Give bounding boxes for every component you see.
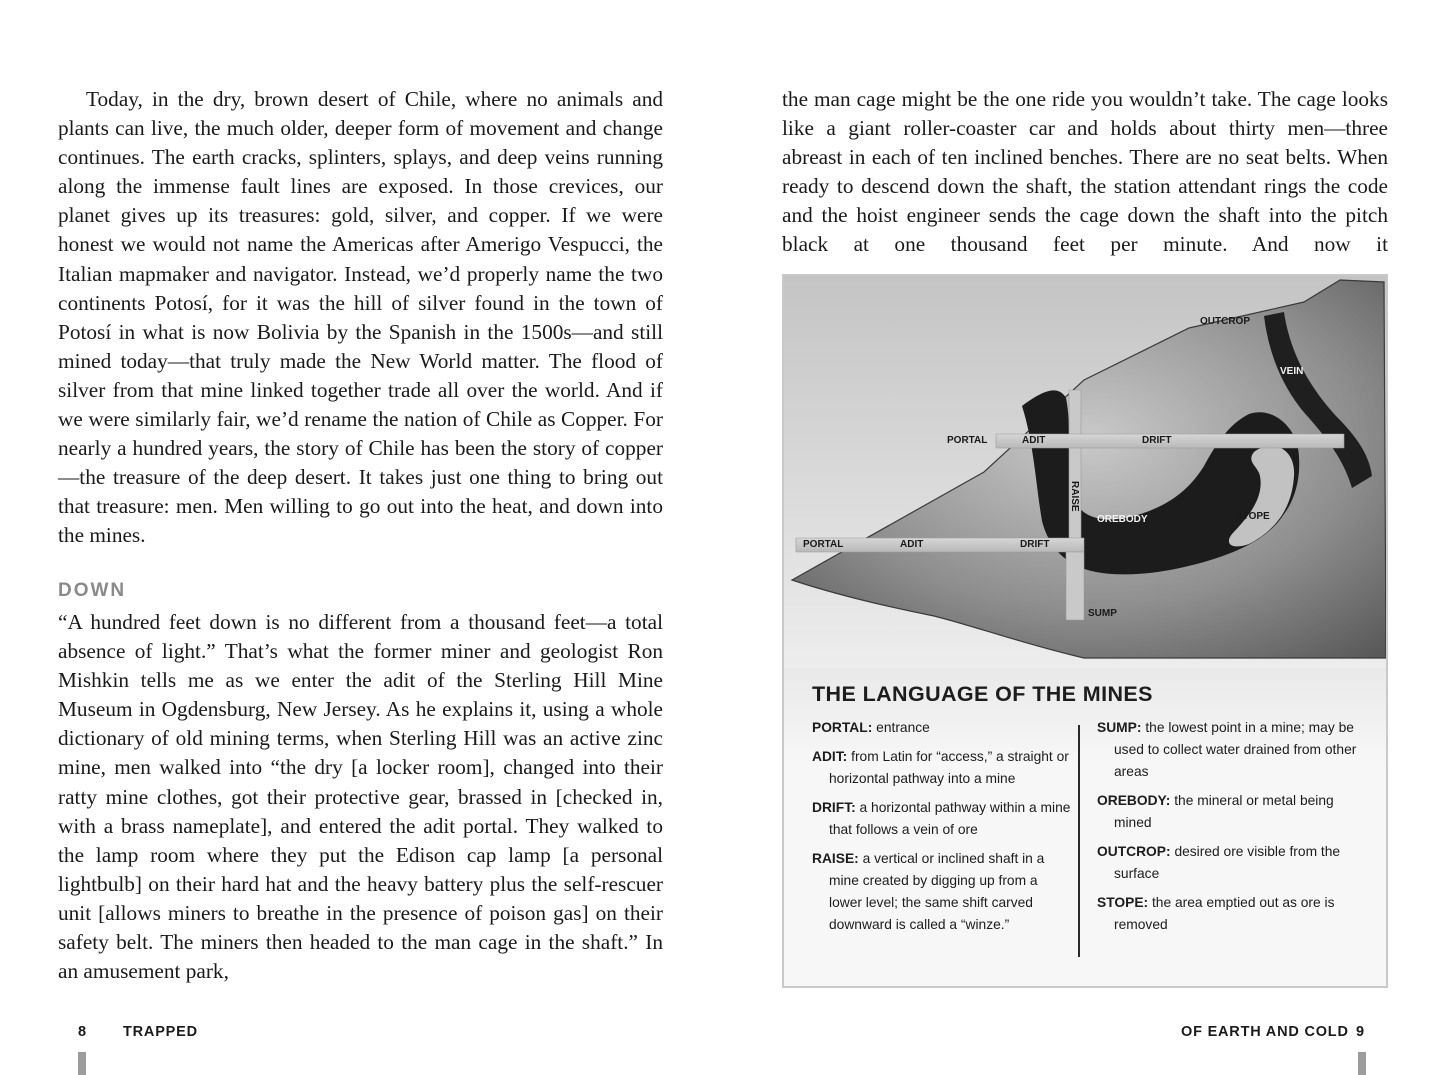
diagram-label-outcrop: OUTCROP <box>1200 316 1250 327</box>
section-heading: DOWN <box>58 580 127 601</box>
sump-shaft <box>1066 552 1084 620</box>
glossary-entry-outcrop <box>1097 841 1367 885</box>
glossary-definition: entrance <box>876 720 930 735</box>
glossary-term: ADIT: <box>812 749 848 764</box>
running-head: OF EARTH AND COLD <box>1181 1024 1349 1040</box>
body-text-block <box>58 85 663 551</box>
body-text-block <box>782 85 1388 260</box>
right-page <box>722 0 1445 1075</box>
glossary-entry-portal <box>812 717 1074 739</box>
diagram-label-stope: STOPE <box>1236 511 1270 522</box>
glossary-term: RAISE: <box>812 851 859 866</box>
glossary-definition: from Latin for “access,” a straight or horizontal pathway into a mine <box>829 749 1069 786</box>
diagram-label-portal-lower: PORTAL <box>803 539 844 550</box>
diagram-label-raise: RAISE <box>1069 481 1080 512</box>
glossary-definition: the mineral or metal being mined <box>1114 793 1334 830</box>
mine-cross-section-diagram <box>784 276 1386 668</box>
body-text-block <box>58 608 663 986</box>
diagram-label-drift-upper: DRIFT <box>1142 435 1172 446</box>
glossary-term: OREBODY: <box>1097 793 1171 808</box>
page-number: 9 <box>1356 1024 1365 1040</box>
glossary-definition: a horizontal pathway within a mine that follows a vein of ore <box>829 800 1071 837</box>
left-page <box>0 0 722 1075</box>
glossary-entry-adit <box>812 746 1074 790</box>
diagram-label-drift-lower: DRIFT <box>1020 539 1050 550</box>
mine-figure <box>782 274 1388 988</box>
paragraph: Today, in the dry, brown desert of Chile, where no animals and plants can live, the much older, deeper form of movement and change continues. The earth cracks, splinters, splays, and deep veins running along the immense fault lines are exposed. In those crevices, our planet gives up its treasures: gold, silver, and copper. If we were honest we would not name the Americas after Amerigo Vespucci, the Italian mapmaker and navigator. Instead, we’d properly name the two continents Potosí, for it was the hill of silver found in the town of Potosí in what is now Bolivia by the Spanish in the 1500s—and still mined today—that truly made the New World matter. The flood of silver from that mine linked together trade all over the world. And if we were similarly fair, we’d rename the nation of Chile as Copper. For nearly a hundred years, the story of Chile has been the story of copper—the treasure of the deep desert. It takes just one thing to bring out that treasure: men. Men willing to go out into the heat, and down into the mines. <box>58 87 663 548</box>
glossary-column-left <box>812 717 1074 943</box>
page-number: 8 <box>78 1024 87 1040</box>
glossary-term: OUTCROP: <box>1097 844 1171 859</box>
glossary-title: THE LANGUAGE OF THE MINES <box>812 682 1153 706</box>
glossary-entry-sump <box>1097 717 1367 783</box>
paragraph: the man cage might be the one ride you wouldn’t take. The cage looks like a giant roller-coaster car and holds about thirty men—three abreast in each of ten inclined benches. There are no seat belts. When ready to descend down the shaft, the station attendant rings the code and the hoist engineer sends the cage down the shaft into the pitch black at one thousand feet per minute. And now it <box>782 87 1388 257</box>
paragraph: “A hundred feet down is no different from a thousand feet—a total absence of light.” That’s what the former miner and geologist Ron Mishkin tells me as we enter the adit of the Sterling Hill Mine Museum in Ogdensburg, New Jersey. As he explains it, using a whole dictionary of old mining terms, when Sterling Hill was an active zinc mine, men walked into “the dry [a locker room], changed into their ratty mine clothes, got their protective gear, brassed in [checked in, with a brass nameplate], and entered the adit portal. They walked to the lamp room where they put the Edison cap lamp [a personal lightbulb] on their hard hat and the heavy battery plus the self-rescuer unit [allows miners to breathe in the presence of poison gas] on their safety belt. The miners then headed to the man cage in the shaft.” In an amusement park, <box>58 610 663 984</box>
diagram-label-portal-upper: PORTAL <box>947 435 988 446</box>
glossary-definition: desired ore visible from the surface <box>1114 844 1341 881</box>
glossary-entry-raise <box>812 848 1074 936</box>
page-edge-tab <box>1358 1052 1366 1075</box>
glossary-term: STOPE: <box>1097 895 1149 910</box>
diagram-label-sump: SUMP <box>1088 608 1117 619</box>
glossary-entry-drift <box>812 797 1074 841</box>
running-head: TRAPPED <box>123 1024 198 1040</box>
glossary-term: SUMP: <box>1097 720 1142 735</box>
glossary-definition: the lowest point in a mine; may be used to collect water drained from other areas <box>1114 720 1357 779</box>
glossary-term: PORTAL: <box>812 720 873 735</box>
diagram-label-vein: VEIN <box>1280 366 1304 377</box>
glossary-panel <box>784 668 1386 986</box>
page-edge-tab <box>78 1052 86 1075</box>
glossary-entry-stope <box>1097 892 1367 936</box>
glossary-entry-orebody <box>1097 790 1367 834</box>
glossary-column-right <box>1097 717 1367 943</box>
diagram-label-adit-lower: ADIT <box>900 539 924 550</box>
glossary-definition: a vertical or inclined shaft in a mine created by digging up from a lower level; the same shift carved downward is called a “winze.” <box>829 851 1045 932</box>
diagram-label-orebody: OREBODY <box>1097 514 1148 525</box>
glossary-definition: the area emptied out as ore is removed <box>1114 895 1335 932</box>
glossary-column-divider <box>1078 725 1080 957</box>
diagram-label-adit-upper: ADIT <box>1022 435 1046 446</box>
glossary-term: DRIFT: <box>812 800 856 815</box>
